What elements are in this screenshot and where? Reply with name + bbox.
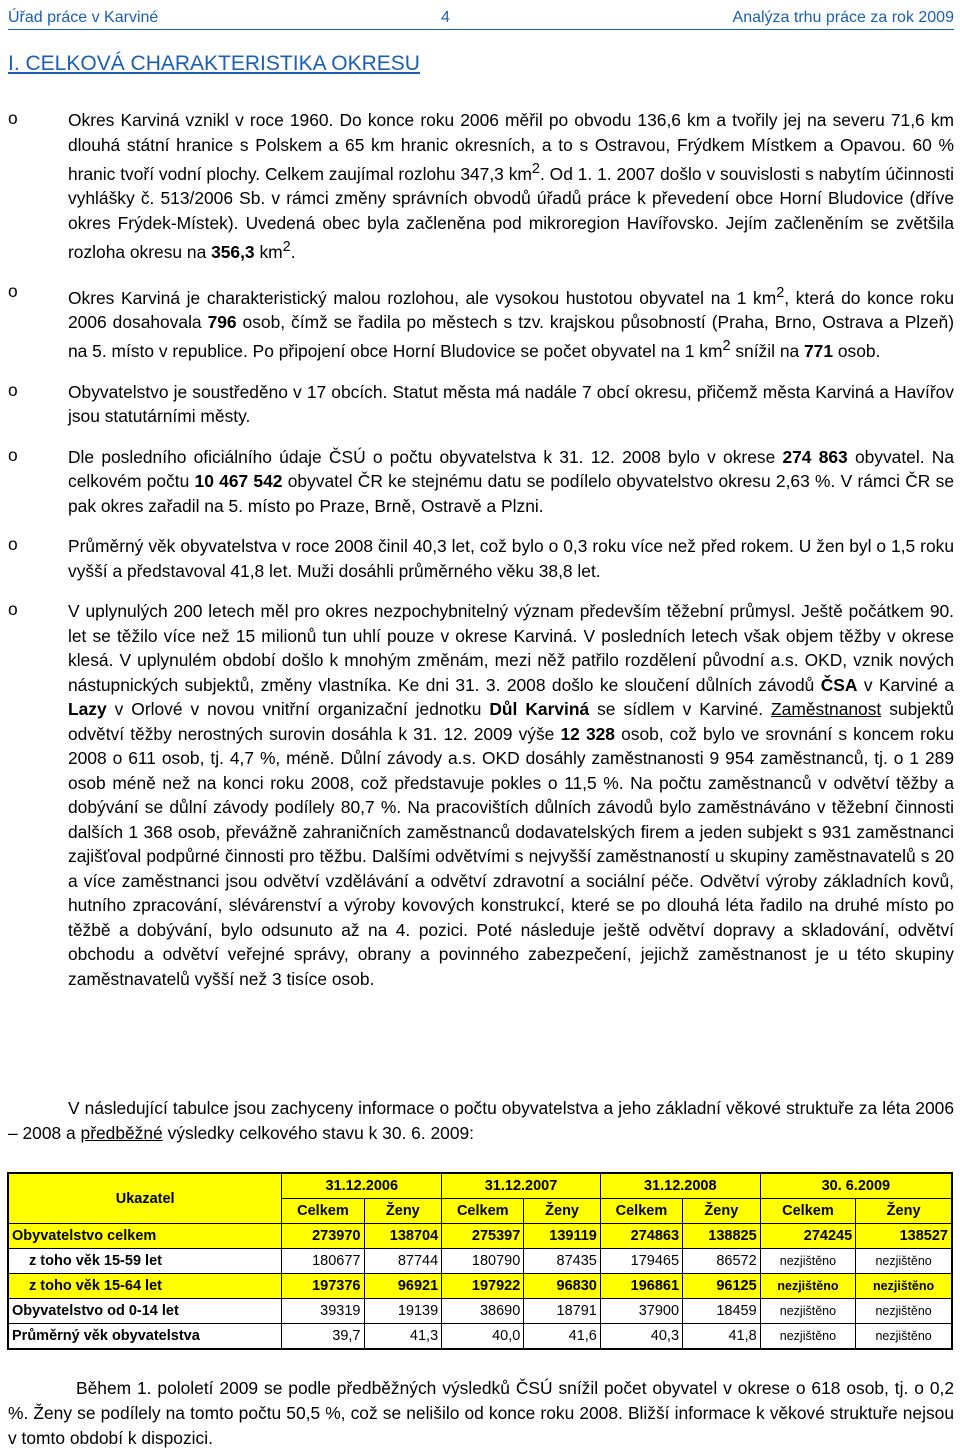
table-cell: nezjištěno bbox=[760, 1299, 856, 1324]
bullet-marker: o bbox=[8, 534, 18, 555]
sup: 2 bbox=[282, 239, 291, 256]
table-cell: nezjištěno bbox=[856, 1324, 952, 1350]
sup: 2 bbox=[776, 284, 785, 301]
text: V uplynulých 200 letech měl pro okres nezpochybnitelný význam především těžební průmysl. Ještě počátkem 90. let se těžilo více než 15 milionů tun uhlí pouze v okrese Karviná. V posledních letech však objem těžby v okrese klesá. V uplynulém období došlo k mnohým změnám, mezi něž patřilo rozdělení původní a.s. OKD, vznik nových nástupnických subjektů, změny vlastníka. Ke dni 31. 3. 2008 došlo ke sloučení důlních závodů bbox=[68, 601, 954, 695]
table-cell: 39319 bbox=[282, 1299, 364, 1324]
column-subheader: Celkem bbox=[282, 1199, 364, 1224]
column-header-year: 31.12.2006 bbox=[282, 1173, 442, 1199]
table-row bbox=[8, 1324, 952, 1350]
table-row bbox=[8, 1224, 952, 1249]
table-cell: 87435 bbox=[524, 1249, 601, 1274]
table-cell: 96830 bbox=[524, 1274, 601, 1299]
text: subjektů odvětví těžby nerostných surovin dosáhla k 31. 12. 2009 výše bbox=[68, 699, 954, 744]
closing-paragraph: Během 1. pololetí 2009 se podle předběžných výsledků ČSÚ snížil počet obyvatel v okrese o 618 osob, tj. o 0,2 %. Ženy se podílely na tomto počtu 50,5 %, což se nelišilo od konce roku 2008. Bližší informace k věkové struktuře nejsou v tomto období k dispozici. bbox=[8, 1378, 954, 1448]
table-cell: nezjištěno bbox=[856, 1299, 952, 1324]
table-row bbox=[8, 1299, 952, 1324]
table-cell: 87744 bbox=[364, 1249, 442, 1274]
bullet-marker: o bbox=[8, 108, 18, 128]
header-right: Analýza trhu práce za rok 2009 bbox=[732, 9, 954, 26]
table-cell: 275397 bbox=[442, 1224, 524, 1249]
table-row bbox=[8, 1249, 952, 1274]
table-cell: 18791 bbox=[524, 1299, 601, 1324]
table-cell: 41,8 bbox=[683, 1324, 761, 1350]
paragraph-1 bbox=[68, 108, 954, 265]
table-cell: 138527 bbox=[856, 1224, 952, 1249]
table-cell: 37900 bbox=[600, 1299, 682, 1324]
table-cell: nezjištěno bbox=[856, 1274, 952, 1299]
table-cell: 197922 bbox=[442, 1274, 524, 1299]
list-item bbox=[8, 281, 954, 364]
bold-text: 10 467 542 bbox=[194, 471, 283, 492]
text: výsledky celkového stavu k 30. 6. 2009: bbox=[162, 1123, 475, 1143]
column-subheader: Celkem bbox=[600, 1199, 682, 1224]
header-left: Úřad práce v Karviné bbox=[8, 9, 159, 26]
row-label: Obyvatelstvo od 0-14 let bbox=[8, 1299, 282, 1324]
table-intro bbox=[8, 1096, 954, 1146]
table-cell: 40,3 bbox=[600, 1324, 682, 1350]
text: obyvatel ČR ke stejnému datu se podílelo obyvatelstvo okresu 2,63 %. V rámci ČR se pak okres zařadil na 5. místo po Praze, Brně, Ostravě a Plzni. bbox=[68, 471, 954, 516]
text: Okres Karviná je charakteristický malou rozlohou, ale vysokou hustotou obyvatel na 1 km bbox=[68, 287, 777, 308]
page-title: I. CELKOVÁ CHARAKTERISTIKA OKRESU bbox=[8, 52, 420, 75]
table-cell: 96125 bbox=[683, 1274, 761, 1299]
column-header-year: 31.12.2008 bbox=[600, 1173, 760, 1199]
table-cell: 139119 bbox=[524, 1224, 601, 1249]
table-header-row bbox=[8, 1173, 952, 1199]
table-cell: 179465 bbox=[600, 1249, 682, 1274]
text: osob, čímž se řadila po městech s tzv. krajskou působností (Praha, Brno, Ostrava a Plzeň) na 5. místo v republice. Po připojení obce Horní Bludovice se počet obyvatel na 1 km bbox=[68, 311, 954, 362]
table-cell: 40,0 bbox=[442, 1324, 524, 1350]
table-cell: 39,7 bbox=[282, 1324, 364, 1350]
table-cell: 274863 bbox=[600, 1224, 682, 1249]
row-label: Obyvatelstvo celkem bbox=[8, 1224, 282, 1249]
table-cell: 18459 bbox=[683, 1299, 761, 1324]
table-cell: 41,3 bbox=[364, 1324, 442, 1350]
underlined-text: Zaměstnanost bbox=[771, 699, 882, 720]
table-cell: nezjištěno bbox=[760, 1324, 856, 1350]
column-header-ukazatel: Ukazatel bbox=[8, 1173, 282, 1224]
text: km bbox=[254, 242, 283, 263]
list-item bbox=[8, 445, 954, 519]
text: snížil na bbox=[730, 341, 804, 362]
bold-text: Lazy bbox=[68, 699, 107, 720]
text: Dle posledního oficiálního údaje ČSÚ o počtu obyvatelstva k 31. 12. 2008 bylo v okrese bbox=[68, 446, 783, 467]
table-cell: nezjištěno bbox=[760, 1274, 856, 1299]
bold-text: 12 328 bbox=[560, 723, 615, 744]
table-cell: 138825 bbox=[683, 1224, 761, 1249]
text: V následující tabulce jsou zachyceny informace o počtu obyvatelstva a jeho základní věkové struktuře za léta 2006 – 2008 a bbox=[8, 1098, 954, 1143]
column-subheader: Ženy bbox=[524, 1199, 601, 1224]
row-label: Průměrný věk obyvatelstva bbox=[8, 1324, 282, 1350]
list-item bbox=[8, 380, 954, 429]
list-item bbox=[8, 534, 954, 583]
paragraph-6 bbox=[68, 599, 954, 991]
bullet-marker: o bbox=[8, 444, 18, 465]
page-header bbox=[8, 3, 954, 30]
paragraph-2 bbox=[68, 281, 954, 364]
table-cell: 41,6 bbox=[524, 1324, 601, 1350]
page-number: 4 bbox=[440, 9, 450, 26]
text: osob, což bylo ve srovnání s koncem roku 2008 o 611 osob, tj. 4,7 %, méně. Důlní závody a.s. OKD dosáhly zaměstnanosti 9 954 zaměstnanců, tj. o 1 289 osob méně než na konci roku 2008, což představuje pokles o 11,5 %. Na počtu zaměstnanců v odvětví těžby a dobývání se důlní závody podílely 80,7 %. Na pracovištích důlních závodů bylo zaměstnáváno v těžební činnosti dalších 1 368 osob, převážně zahraničních zaměstnanců dodavatelských firem a jeden subjekt s 931 zaměstnanci zajišťoval podpůrné činnosti pro těžbu. Dalšími odvětvími s nejvyšší zaměstnaností u skupiny zaměstnavatelů s 20 a více zaměstnanci jsou odvětví vzdělávání a odvětví zdravotní a sociální péče. Odvětví výroby základních kovů, hutního zpracování, slévárenství a výroby kovových konstrukcí, které se po dlouhá léta řadilo na druhé místo po těžbě a dobývání, bylo odsunuto až na 4. pozici. Poté následuje ještě odvětví dopravy a skladování, odvětví obchodu a odvětví veřejné správy, obrany a povinného zabezpečení, jejichž zaměstnanost je u této skupiny zaměstnavatelů vyšší než 3 tisíce osob. bbox=[68, 723, 954, 989]
paragraph-3: Obyvatelstvo je soustředěno v 17 obcích. Statut města má nadále 7 obcí okresu, přičemž města Karviná a Havířov jsou statutárními městy. bbox=[68, 381, 954, 427]
bullet-list bbox=[8, 108, 954, 1007]
row-label: z toho věk 15-64 let bbox=[8, 1274, 282, 1299]
text: osob. bbox=[833, 341, 881, 362]
bullet-marker: o bbox=[8, 599, 18, 620]
table-cell: 196861 bbox=[600, 1274, 682, 1299]
table-row bbox=[8, 1274, 952, 1299]
table-cell: 96921 bbox=[364, 1274, 442, 1299]
table-cell: 197376 bbox=[282, 1274, 364, 1299]
bold-text: 796 bbox=[207, 311, 237, 332]
underlined-text: předběžné bbox=[80, 1123, 163, 1143]
column-subheader: Ženy bbox=[683, 1199, 761, 1224]
bullet-marker: o bbox=[8, 280, 18, 301]
table-cell: nezjištěno bbox=[856, 1249, 952, 1274]
text: . bbox=[290, 242, 296, 263]
sup: 2 bbox=[722, 338, 731, 355]
text: , která do konce roku 2006 dosahovala bbox=[68, 287, 955, 332]
text: se sídlem v Karviné. bbox=[589, 699, 772, 720]
bullet-marker: o bbox=[8, 379, 18, 400]
column-subheader: Ženy bbox=[856, 1199, 952, 1224]
table-cell: 86572 bbox=[683, 1249, 761, 1274]
paragraph-4 bbox=[68, 445, 954, 519]
text: v Karviné a bbox=[857, 674, 954, 695]
text: obyvatel. Na celkovém počtu bbox=[68, 446, 954, 492]
paragraph-5: Průměrný věk obyvatelstva v roce 2008 činil 40,3 let, což bylo o 0,3 roku více než před rokem. U žen byl o 1,5 roku vyšší a představoval 41,8 let. Muži dosáhli průměrného věku 38,8 let. bbox=[68, 536, 954, 581]
list-item bbox=[8, 108, 954, 265]
table-cell: 138704 bbox=[364, 1224, 442, 1249]
text: . Od 1. 1. 2007 došlo v souvislosti s nabytím účinnosti vyhlášky č. 513/2006 Sb. v rámci změny správních obvodů úřadů práce k převedení obce Horní Bludovice (dříve okres Frýdek-Místek). Uvedená obec byla začleněna pod mikroregion Havířovsko. Jejím začleněním se zvětšila rozloha okresu na bbox=[68, 163, 954, 263]
sup: 2 bbox=[531, 161, 540, 177]
table-cell: 180677 bbox=[282, 1249, 364, 1274]
table-cell: 274245 bbox=[760, 1224, 856, 1249]
column-header-year: 30. 6.2009 bbox=[760, 1173, 952, 1199]
table-cell: 180790 bbox=[442, 1249, 524, 1274]
column-subheader: Ženy bbox=[364, 1199, 442, 1224]
table-cell: 38690 bbox=[442, 1299, 524, 1324]
bold-text: 356,3 bbox=[211, 242, 255, 263]
column-subheader: Celkem bbox=[442, 1199, 524, 1224]
column-subheader: Celkem bbox=[760, 1199, 856, 1224]
bold-text: 771 bbox=[804, 341, 834, 362]
bold-text: Důl Karviná bbox=[489, 699, 590, 720]
bold-text: ČSA bbox=[820, 674, 858, 695]
table-cell: nezjištěno bbox=[760, 1249, 856, 1274]
text: Okres Karviná vznikl v roce 1960. Do konce roku 2006 měřil po obvodu 136,6 km a tvořily jej na severu 71,6 km dlouhá státní hranice s Polskem a 65 km hranic okresních, a to s Ostravou, Frýdkem Místkem a Opavou. 60 % hranic tvoří vodní plochy. Celkem zaujímal rozlohu 347,3 km bbox=[68, 110, 954, 184]
bold-text: 274 863 bbox=[782, 446, 848, 467]
column-header-year: 31.12.2007 bbox=[442, 1173, 601, 1199]
table-cell: 273970 bbox=[282, 1224, 364, 1249]
table-cell: 19139 bbox=[364, 1299, 442, 1324]
population-table bbox=[7, 1172, 953, 1350]
list-item bbox=[8, 599, 954, 991]
row-label: z toho věk 15-59 let bbox=[8, 1249, 282, 1274]
text: v Orlové v novou vnitřní organizační jednotku bbox=[106, 699, 490, 720]
